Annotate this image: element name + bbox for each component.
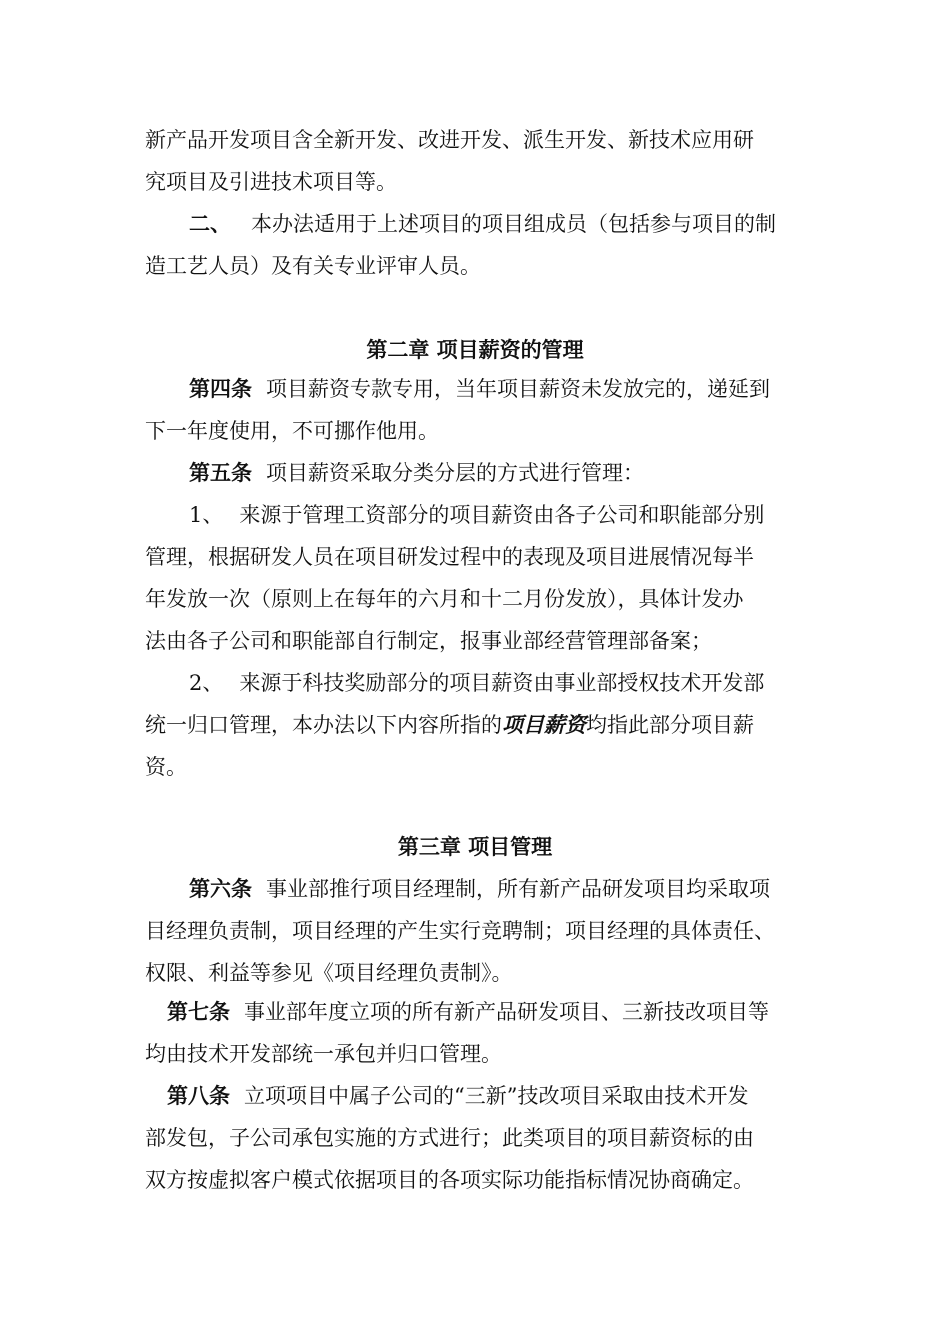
clause-label: 二、 [189,212,231,236]
text-line: 目经理负责制，项目经理的产生实行竞聘制；项目经理的具体责任、 [145,919,775,943]
point-text: 来源于科技奖励部分的项目薪资由事业部授权技术开发部 [239,671,765,695]
article-four [189,375,770,403]
text-line: 部发包，子公司承包实施的方式进行；此类项目的项目薪资标的由 [145,1126,754,1150]
text-line: 资。 [145,755,187,779]
article-five [189,459,644,487]
article-label: 第六条 [189,877,252,901]
text-line: 权限、利益等参见《项目经理负责制》。 [145,961,513,985]
clause-text: 本办法适用于上述项目的项目组成员（包括参与项目的制 [251,212,776,236]
text-line: 法由各子公司和职能部自行制定，报事业部经营管理部备案； [145,629,712,653]
article-eight [167,1082,748,1110]
point-number: 2、 [189,671,224,695]
text-segment: 均指此部分项目薪 [586,713,754,737]
text-line: 新产品开发项目含全新开发、改进开发、派生开发、新技术应用研 [145,128,754,152]
article-text: 事业部推行项目经理制，所有新产品研发项目均采取项 [266,877,770,901]
point-one [189,501,764,529]
emphasized-term: 项目薪资 [502,713,586,737]
chapter-two-heading: 第二章 项目薪资的管理 [366,338,584,362]
text-segment: 统一归口管理，本办法以下内容所指的 [145,713,502,737]
text-line: 年发放一次（原则上在每年的六月和十二月份发放），具体计发办 [145,587,744,611]
text-line: 究项目及引进技术项目等。 [145,170,397,194]
chapter-three-heading: 第三章 项目管理 [397,835,553,859]
text-line: 双方按虚拟客户模式依据项目的各项实际功能指标情况协商确定。 [145,1168,754,1192]
text-line [145,711,754,739]
text-line: 管理，根据研发人员在项目研发过程中的表现及项目进展情况每半 [145,545,754,569]
article-text: 立项项目中属子公司的“三新”技改项目采取由技术开发 [244,1084,749,1108]
point-number: 1、 [189,503,224,527]
article-label: 第四条 [189,377,252,401]
article-text: 项目薪资专款专用，当年项目薪资未发放完的，递延到 [266,377,770,401]
article-seven [167,998,769,1026]
point-two [189,669,764,697]
text-line: 下一年度使用，不可挪作他用。 [145,419,439,443]
article-label: 第五条 [189,461,252,485]
article-label: 第七条 [167,1000,230,1024]
article-text: 项目薪资采取分类分层的方式进行管理： [266,461,644,485]
clause-two [189,210,776,238]
article-text: 事业部年度立项的所有新产品研发项目、三新技改项目等 [244,1000,769,1024]
text-line: 均由技术开发部统一承包并归口管理。 [145,1042,502,1066]
text-line: 造工艺人员）及有关专业评审人员。 [145,254,481,278]
article-label: 第八条 [167,1084,230,1108]
point-text: 来源于管理工资部分的项目薪资由各子公司和职能部分别 [239,503,765,527]
article-six [189,875,770,903]
